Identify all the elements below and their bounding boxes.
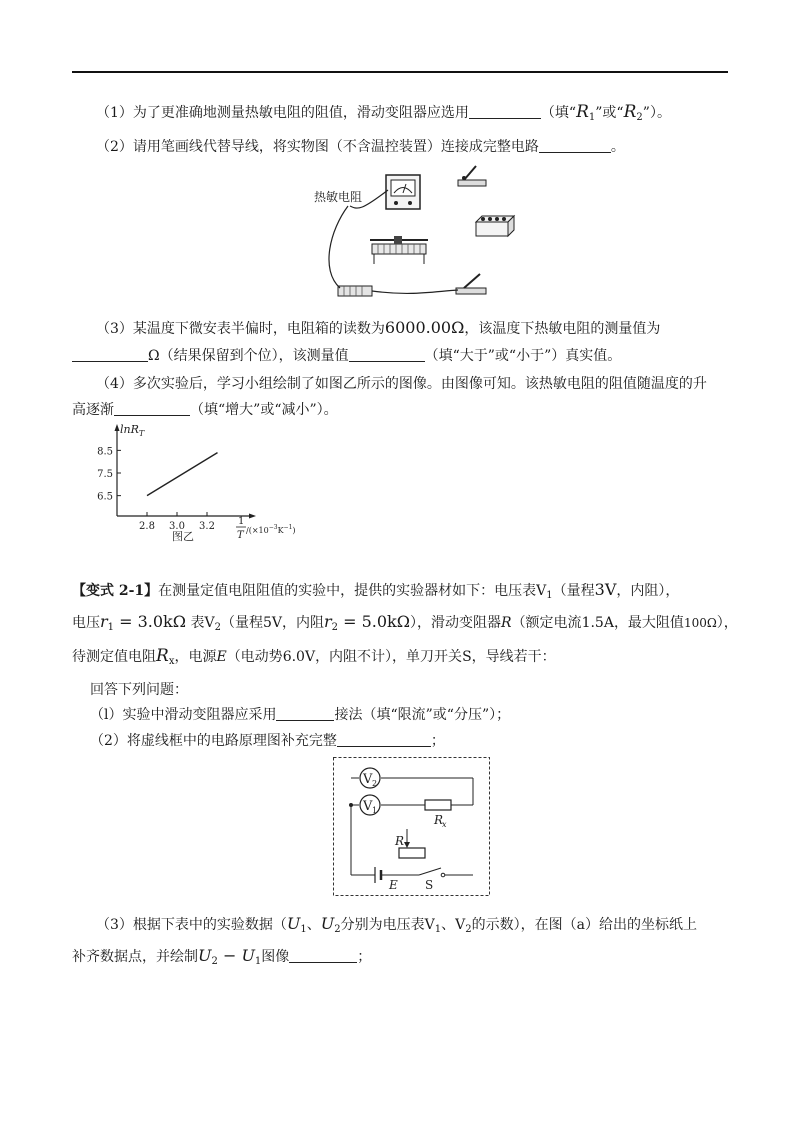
answer-blank[interactable] [276, 705, 334, 721]
x-tick-label: 3.2 [199, 521, 215, 532]
svg-text:2: 2 [372, 779, 378, 788]
variant-tag: 【变式 2-1】 [72, 583, 159, 599]
svg-text:/(×10−3K−1): $/(\times 10^{-3}K^{-1})$ [246, 524, 296, 535]
svg-text:V: V [363, 772, 373, 787]
x-axis-label [236, 516, 296, 541]
x-tick-label: 2.8 [139, 521, 155, 532]
svg-text:E: E [389, 878, 398, 892]
x-tick-label: 3.0 [169, 521, 185, 532]
question-4-line-1: （4）多次实验后，学习小组绘制了如图乙所示的图像。由图像可知。该热敏电阻的阻值随温度的升 [96, 376, 707, 392]
resistor-rx [425, 800, 451, 829]
variant-part-1: （l）实验中滑动变阻器应采用 接法（填“限流”或“分压”）； [90, 707, 511, 723]
y-axis-label: lnR$_T$ [120, 423, 145, 438]
answer-prompt: 回答下列问题： [90, 682, 188, 698]
rheostat-r [394, 829, 425, 858]
svg-text:S: S [425, 878, 434, 892]
svg-text:V: V [363, 799, 373, 814]
variant-part-2: （2）将虚线框中的电路原理图补充完整 ； [90, 733, 445, 749]
circuit-diagram [333, 757, 493, 897]
question-1: （1）为了更准确地测量热敏电阻的阻值，滑动变阻器应选用 （填“$R_1$”或“$R_2$”）。 [96, 102, 671, 123]
svg-text:R: R [395, 834, 405, 848]
variant-part-3-line-2: 补齐数据点，并绘制$U_2 - U_1$图像 ； [72, 946, 372, 967]
answer-blank[interactable] [289, 947, 357, 963]
variant-line-2: 电压$r_1 = 3.0k\Omega$ 表$V_2$（量程5V，内阻$r_2 = 5.0k\Omega$），滑动变阻器R（额定电流1.5A，最大阻值100Ω）， [72, 612, 738, 633]
answer-blank[interactable] [337, 731, 431, 747]
battery [375, 867, 398, 892]
variant-line-1: 【变式 2-1】在测量定值电阻阻值的实验中，提供的实验器材如下：电压表$V_1$（量程3V，内阻）， [72, 580, 680, 601]
variant-part-3-line-1: （3）根据下表中的实验数据（$U_1$、$U_2$分别为电压表$V_1$、$V_2$的示数），在图（a）给出的坐标纸上 [96, 914, 697, 935]
x-axis-arrow [249, 514, 256, 519]
y-axis-arrow [115, 424, 120, 431]
svg-text:R: R [434, 813, 444, 827]
question-2: （2）请用笔画线代替导线，将实物图（不含温控装置）连接成完整电路 。 [96, 139, 625, 155]
series-line [147, 453, 218, 496]
y-tick-label: 6.5 [97, 491, 113, 503]
voltmeter-v2 [360, 768, 380, 788]
svg-text:T: T [237, 530, 244, 541]
graph-yi [0, 0, 800, 560]
variant-line-3: 待测定值电阻$R_x$，电源E（电动势6.0V，内阻不计），单刀开关S，导线若干： [72, 646, 556, 667]
y-tick-label: 7.5 [97, 469, 113, 480]
question-3-line-1: （3）某温度下微安表半偏时，电阻箱的读数为6000.00Ω，该温度下热敏电阻的测量值为 [96, 318, 661, 337]
svg-text:1: 1 [372, 806, 378, 815]
chart-caption: 图乙 [172, 530, 194, 543]
y-tick-label: 8.5 [97, 446, 113, 458]
voltmeter-v1 [360, 795, 380, 815]
question-3-line-2: Ω（结果保留到个位），该测量值 （填“大于”或“小于”）真实值。 [72, 346, 621, 366]
thermistor-label: 热敏电阻 [314, 190, 363, 204]
switch-s [419, 868, 445, 892]
question-4-line-2: 高逐渐 （填“增大”或“减小”）。 [72, 402, 338, 418]
svg-text:1: 1 [238, 516, 245, 527]
svg-text:x: x [442, 820, 447, 829]
